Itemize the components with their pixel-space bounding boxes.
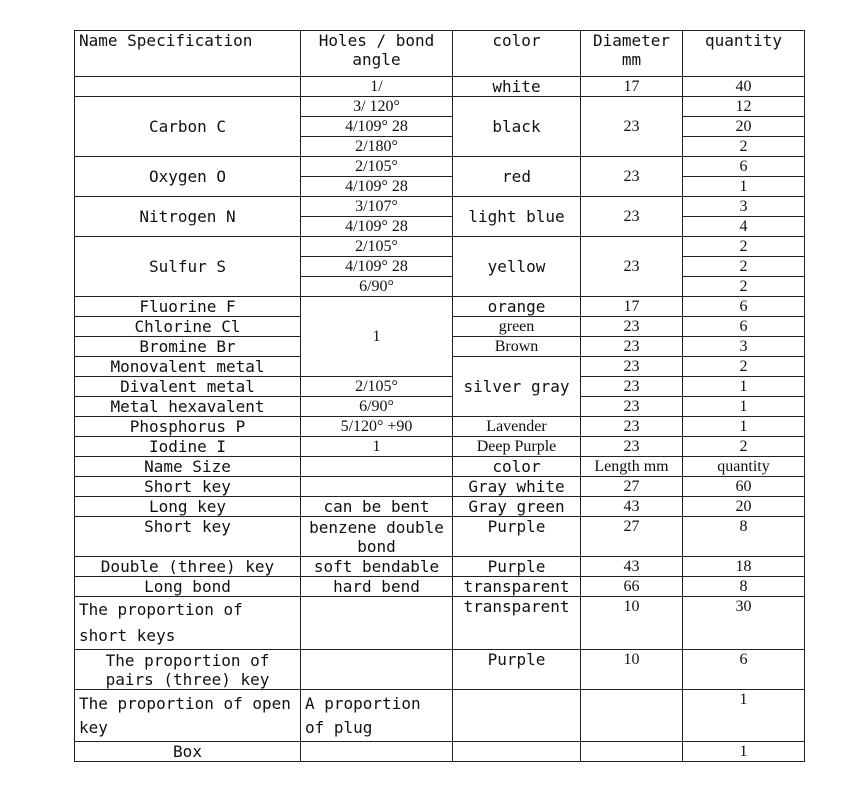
table-row: Fluorine F 1 orange 17 6 bbox=[75, 297, 805, 317]
table-row: Short key Gray white 27 60 bbox=[75, 477, 805, 497]
table-row: Monovalent metal silver gray 23 2 bbox=[75, 357, 805, 377]
header-diameter: Diameter mm bbox=[581, 31, 683, 77]
table-row: Carbon C 3/ 120° black 23 12 bbox=[75, 97, 805, 117]
table-row: Long key can be bent Gray green 43 20 bbox=[75, 497, 805, 517]
header-color: color bbox=[453, 31, 581, 77]
specification-table bbox=[74, 30, 805, 762]
table-row: Short key benzene double bond Purple 27 8 bbox=[75, 517, 805, 557]
header-quantity: quantity bbox=[683, 31, 805, 77]
table-row: Nitrogen N 3/107° light blue 23 3 bbox=[75, 197, 805, 217]
header-holes: Holes / bond angle bbox=[301, 31, 453, 77]
table-row: Box 1 bbox=[75, 742, 805, 762]
table-row: Bromine Br Brown 23 3 bbox=[75, 337, 805, 357]
table-row: Double (three) key soft bendable Purple 43 18 bbox=[75, 557, 805, 577]
table-row: Divalent metal 2/105° 23 1 bbox=[75, 377, 805, 397]
table-row: Oxygen O 2/105° red 23 6 bbox=[75, 157, 805, 177]
table-row: 4/109° 28 4 bbox=[75, 217, 805, 237]
table-row: The proportion of open key A proportion of plug 1 bbox=[75, 690, 805, 742]
table-row: 4/109° 28 2 bbox=[75, 257, 805, 277]
table-row: Metal hexavalent 6/90° 23 1 bbox=[75, 397, 805, 417]
table-row: Long bond hard bend transparent 66 8 bbox=[75, 577, 805, 597]
table-row: The proportion of short keys transparent 10 30 bbox=[75, 597, 805, 650]
table-header-row bbox=[75, 31, 805, 77]
header-name: Name Specification bbox=[75, 31, 301, 77]
table-row: 6/90° 2 bbox=[75, 277, 805, 297]
table-row: Phosphorus P 5/120° +90 Lavender 23 1 bbox=[75, 417, 805, 437]
table-row: 2/180° 2 bbox=[75, 137, 805, 157]
sulfur-name: Sulfur S bbox=[75, 237, 301, 297]
table-row: Chlorine Cl green 23 6 bbox=[75, 317, 805, 337]
table-row: The proportion of pairs (three) key Purple 10 6 bbox=[75, 650, 805, 690]
carbon-name: Carbon C bbox=[75, 97, 301, 157]
oxygen-name: Oxygen O bbox=[75, 157, 301, 197]
table-row: 4/109° 28 20 bbox=[75, 117, 805, 137]
keys-header-row: Name Size color Length mm quantity bbox=[75, 457, 805, 477]
table-row: Iodine I 1 Deep Purple 23 2 bbox=[75, 437, 805, 457]
table-row: 1/ white 17 40 bbox=[75, 77, 805, 97]
nitrogen-name: Nitrogen N bbox=[75, 197, 301, 237]
table-row: 4/109° 28 1 bbox=[75, 177, 805, 197]
table-row: Sulfur S 2/105° yellow 23 2 bbox=[75, 237, 805, 257]
